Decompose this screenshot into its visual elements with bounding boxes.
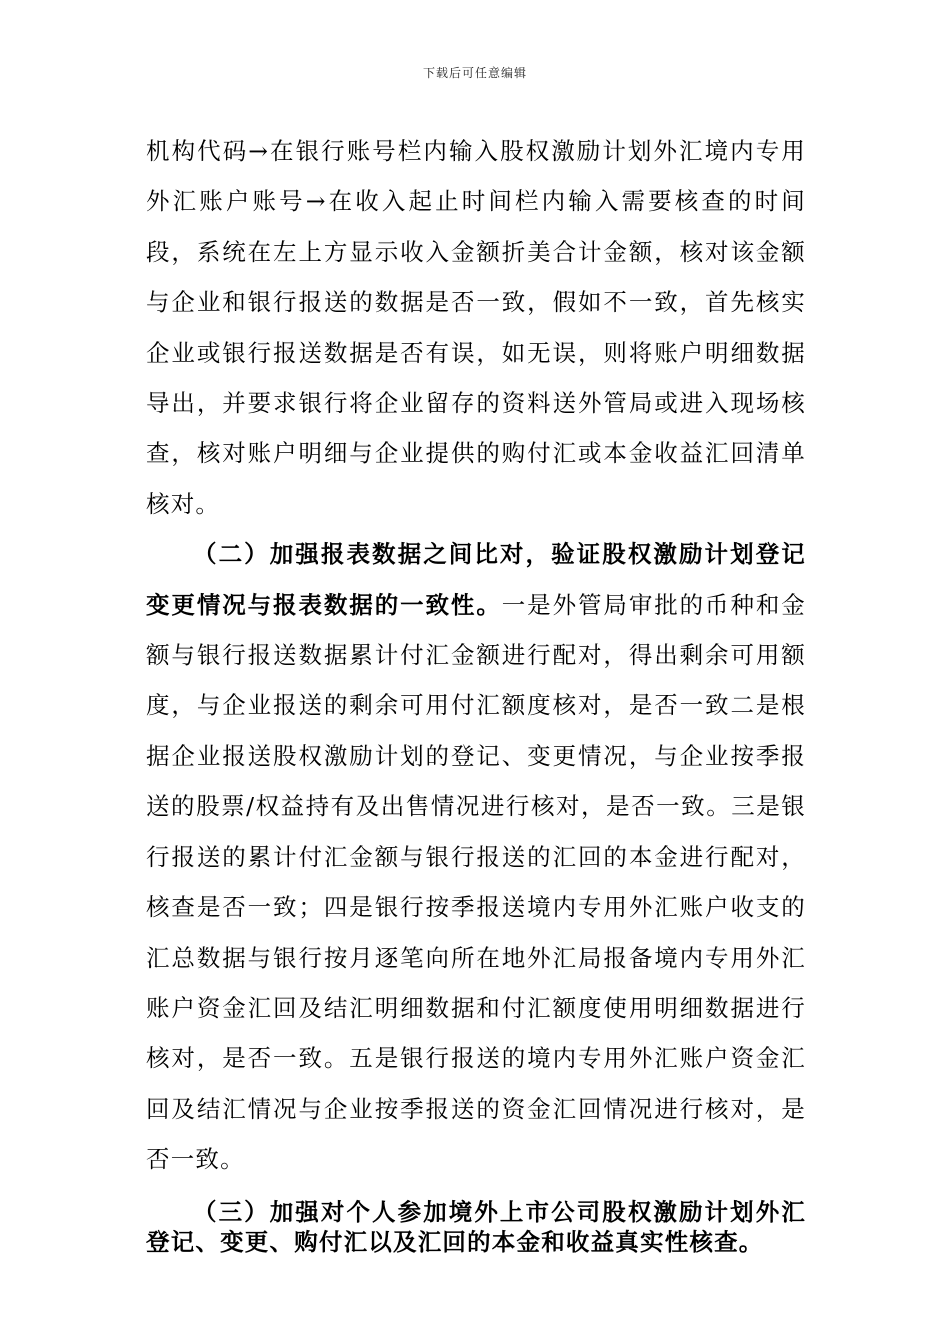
paragraph-account-check: 机构代码→在银行账号栏内输入股权激励计划外汇境内专用外汇账户账号→在收入起止时间栏内输入需要核查的时间段，系统在左上方显示收入金额折美合计金额，核对该金额与企业和银行报送的数据是否一致，假如不一致，首先核实企业或银行报送数据是否有误，如无误，则将账户明细数据导出，并要求银行将企业留存的资料送外管局或进入现场核查，核对账户明细与企业提供的购付汇或本金收益汇回清单核对。 [146,137,806,518]
page-header-note: 下载后可任意编辑 [422,66,527,80]
section-body-2: 一是外管局审批的币种和金额与银行报送数据累计付汇金额进行配对，得出剩余可用额度，与企业报送的剩余可用付汇额度核对，是否一致二是根据企业报送股权激励计划的登记、变更情况，与企业按季报送的股票/权益持有及出售情况进行核对，是否一致。三是银行报送的累计付汇金额与银行报送的汇回的本金进行配对，核查是否一致；四是银行按季报送境内专用外汇账户收支的汇总数据与银行按月逐笔向所在地外汇局报备境内专用外汇账户资金汇回及结汇明细数据和付汇额度使用明细数据进行核对，是否一致。五是银行报送的境内专用外汇账户资金汇回及结汇情况与企业按季报送的资金汇回情况进行核对，是否一致。 [146,590,806,1174]
paragraph-report-comparison [146,529,806,1184]
section-heading-2: （二）加强报表数据之间比对，验证股权激励计划登记变更情况与报表数据的一致性。 [146,540,806,619]
document-body [146,126,806,1257]
section-heading-3: （三）加强对个人参加境外上市公司股权激励计划外汇登记、变更、购付汇以及汇回的本金和收益真实性核查。 [146,1197,806,1256]
